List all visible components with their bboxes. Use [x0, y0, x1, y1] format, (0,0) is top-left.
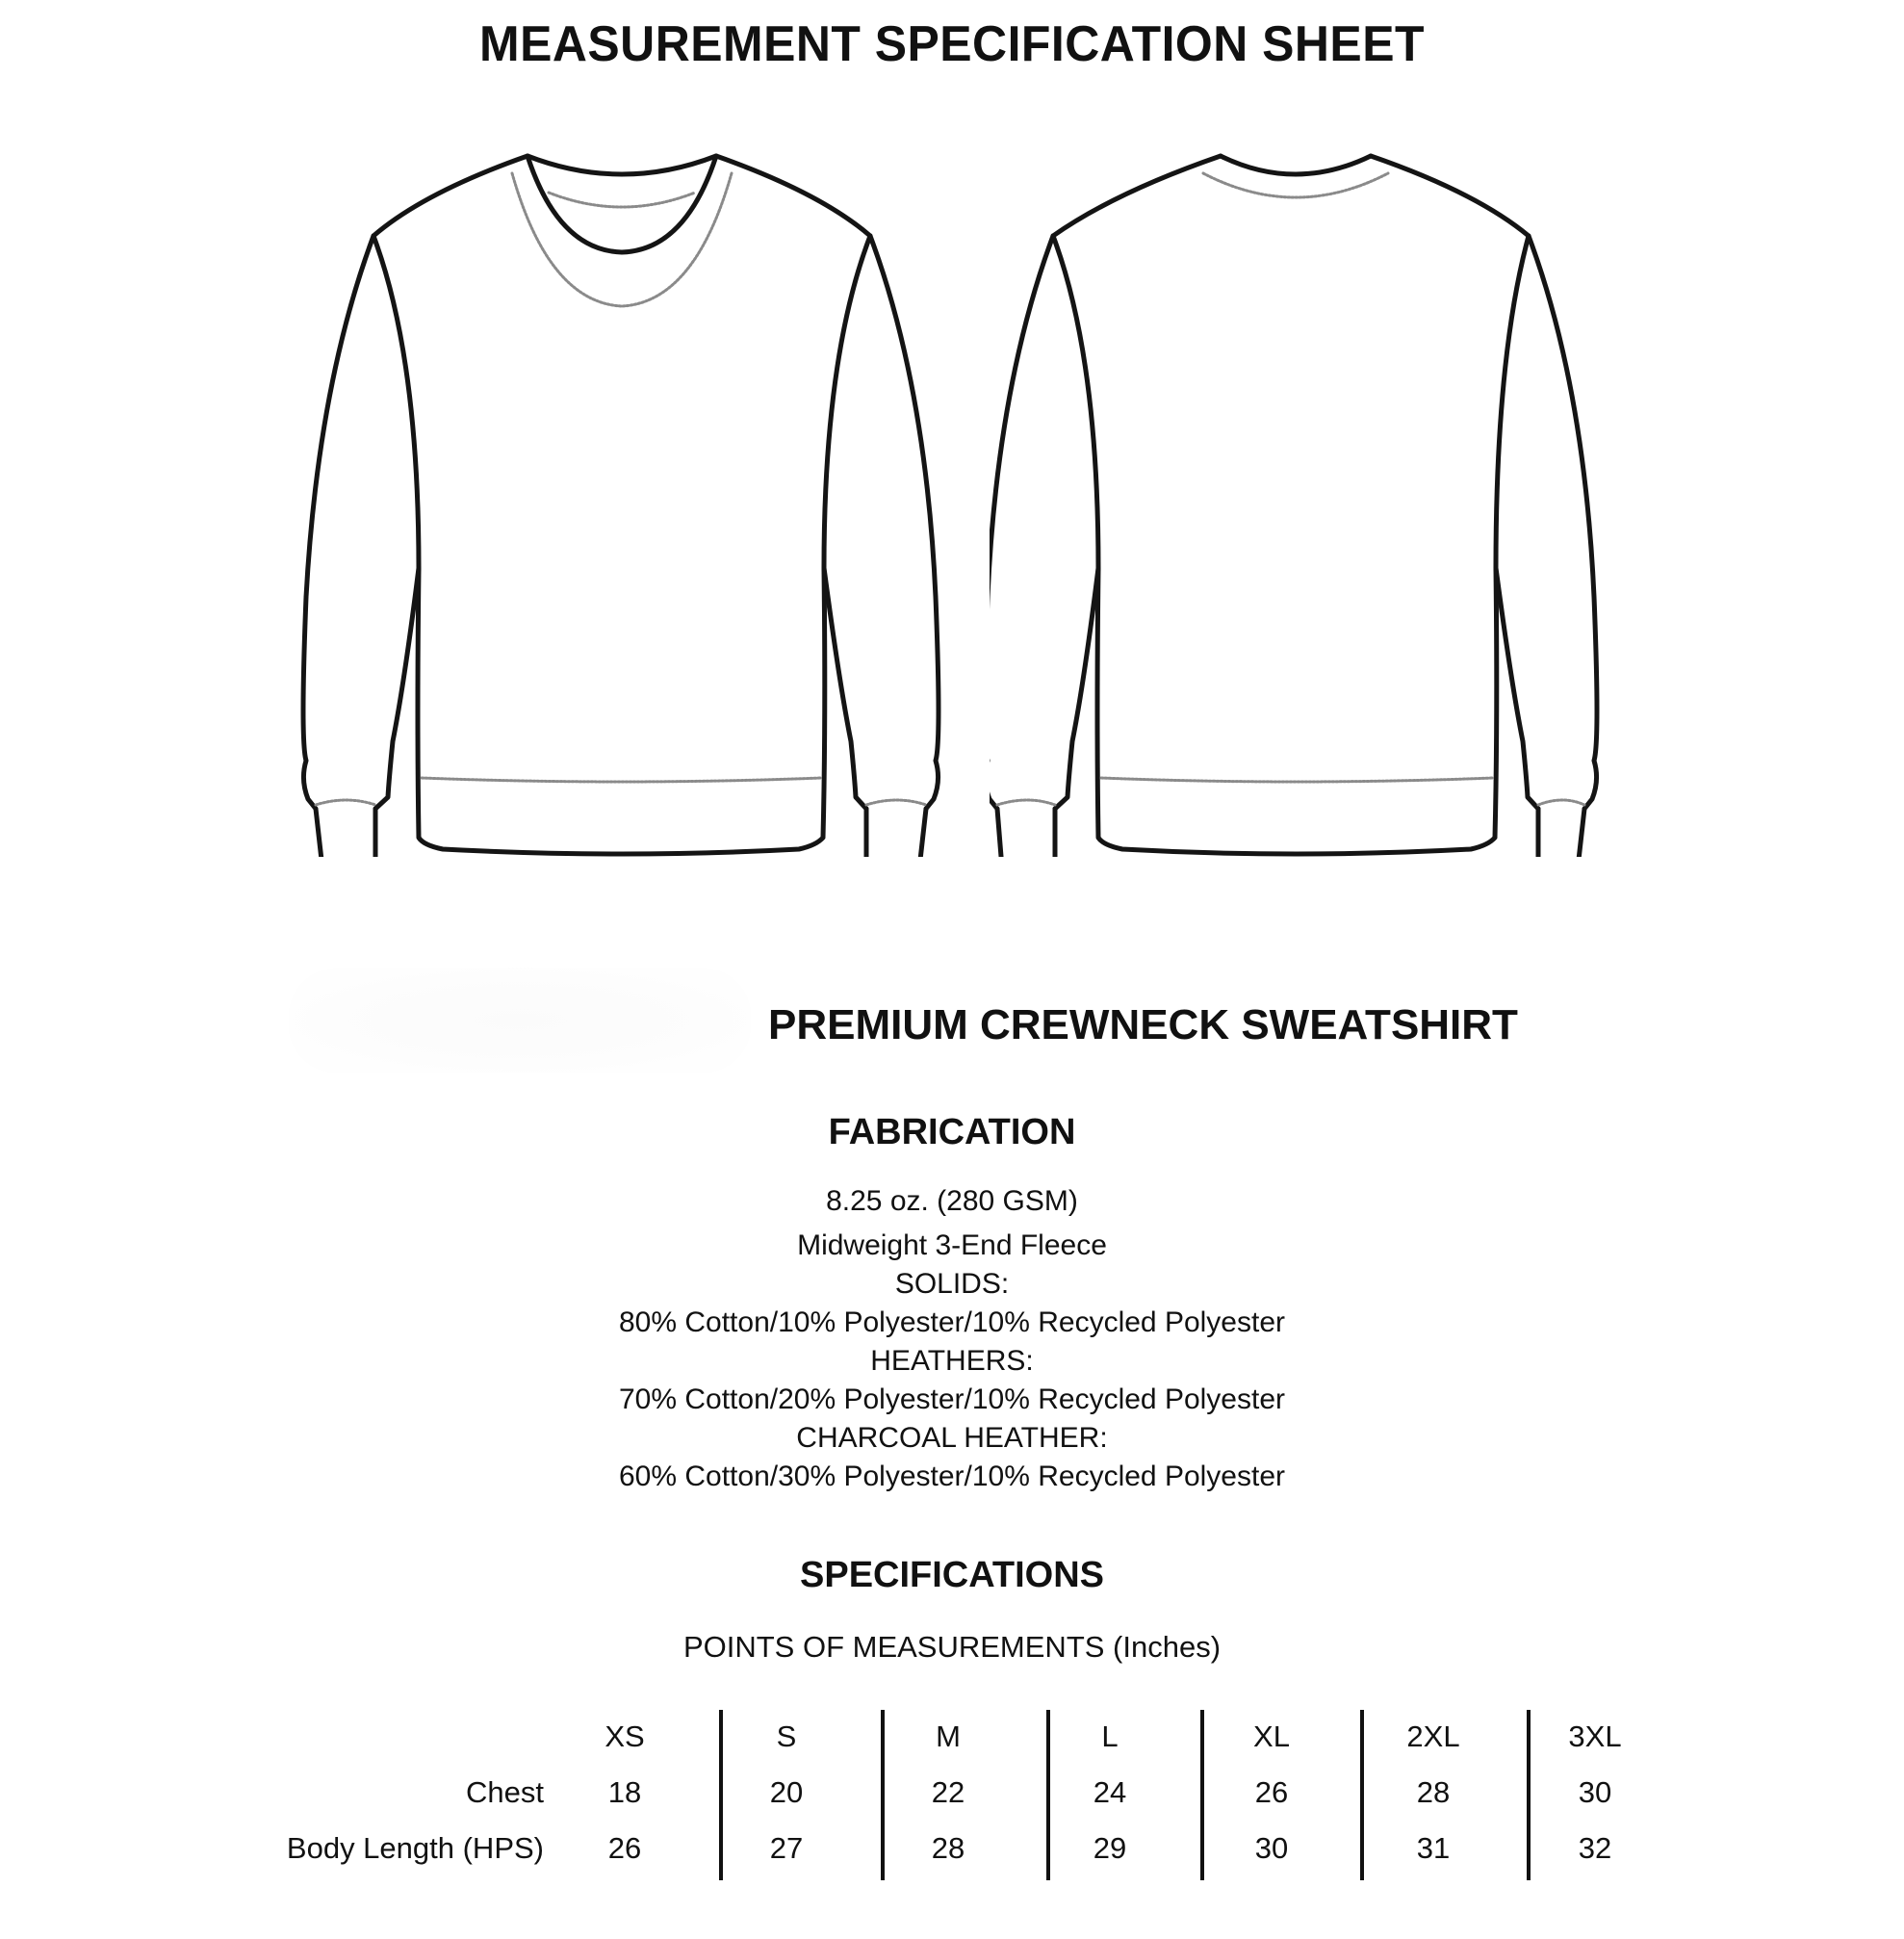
table-row: [260, 1821, 1676, 1876]
specifications-heading: SPECIFICATIONS: [800, 1555, 1104, 1595]
page-title: MEASUREMENT SPECIFICATION SHEET: [479, 16, 1425, 72]
size-header: XS: [605, 1719, 645, 1753]
size-header: M: [936, 1719, 961, 1753]
measurement-value: 28: [931, 1831, 965, 1865]
size-header: 2XL: [1406, 1719, 1460, 1753]
measurement-value: 26: [607, 1831, 642, 1865]
fabric-weight: 8.25 oz. (280 GSM): [826, 1185, 1078, 1217]
measurement-value: 28: [1416, 1775, 1451, 1809]
column-divider: [881, 1710, 885, 1880]
fabrication-heading: FABRICATION: [828, 1112, 1076, 1152]
brand-logo-placeholder: [289, 968, 751, 1073]
measurement-value: 32: [1578, 1831, 1612, 1865]
measurement-value: 18: [607, 1775, 642, 1809]
colorway-label-solids: SOLIDS:: [894, 1268, 1010, 1300]
size-header: 3XL: [1568, 1719, 1622, 1753]
measurement-value: 30: [1254, 1831, 1289, 1865]
size-header: XL: [1253, 1719, 1290, 1753]
size-spec-table: [260, 1709, 1676, 1876]
table-row: [260, 1765, 1676, 1821]
colorway-label-charcoal-heather: CHARCOAL HEATHER:: [796, 1422, 1108, 1454]
fabrication-details: [0, 1182, 1904, 1496]
sweatshirt-back-illustration: [990, 144, 1644, 857]
fabric-type: Midweight 3-End Fleece: [797, 1229, 1107, 1261]
measurement-value: 31: [1416, 1831, 1451, 1865]
size-header: S: [776, 1719, 797, 1753]
row-label-empty: [260, 1709, 544, 1765]
composition-solids: 80% Cotton/10% Polyester/10% Recycled Polyester: [618, 1306, 1286, 1338]
measurement-label: Chest: [466, 1775, 544, 1809]
product-name: PREMIUM CREWNECK SWEATSHIRT: [768, 1001, 1518, 1048]
sweatshirt-front-outline: [303, 156, 939, 857]
size-header-row: [260, 1709, 1676, 1765]
measurement-value: 24: [1093, 1775, 1127, 1809]
column-divider: [719, 1710, 723, 1880]
measurement-label: Body Length (HPS): [286, 1831, 544, 1865]
measurement-value: 20: [769, 1775, 804, 1809]
measurement-value: 30: [1578, 1775, 1612, 1809]
column-divider: [1200, 1710, 1204, 1880]
measurement-value: 29: [1093, 1831, 1127, 1865]
sweatshirt-front-illustration: [289, 144, 943, 857]
colorway-label-heathers: HEATHERS:: [870, 1345, 1034, 1377]
measurement-value: 27: [769, 1831, 804, 1865]
column-divider: [1527, 1710, 1531, 1880]
measurement-value: 26: [1254, 1775, 1289, 1809]
points-of-measurement-label: POINTS OF MEASUREMENTS (Inches): [682, 1630, 1222, 1664]
sweatshirt-back-outline: [990, 156, 1597, 857]
composition-charcoal-heather: 60% Cotton/30% Polyester/10% Recycled Polyester: [618, 1461, 1286, 1492]
measurement-value: 22: [931, 1775, 965, 1809]
composition-heathers: 70% Cotton/20% Polyester/10% Recycled Polyester: [618, 1383, 1286, 1415]
column-divider: [1046, 1710, 1050, 1880]
column-divider: [1360, 1710, 1364, 1880]
size-header: L: [1101, 1719, 1119, 1753]
